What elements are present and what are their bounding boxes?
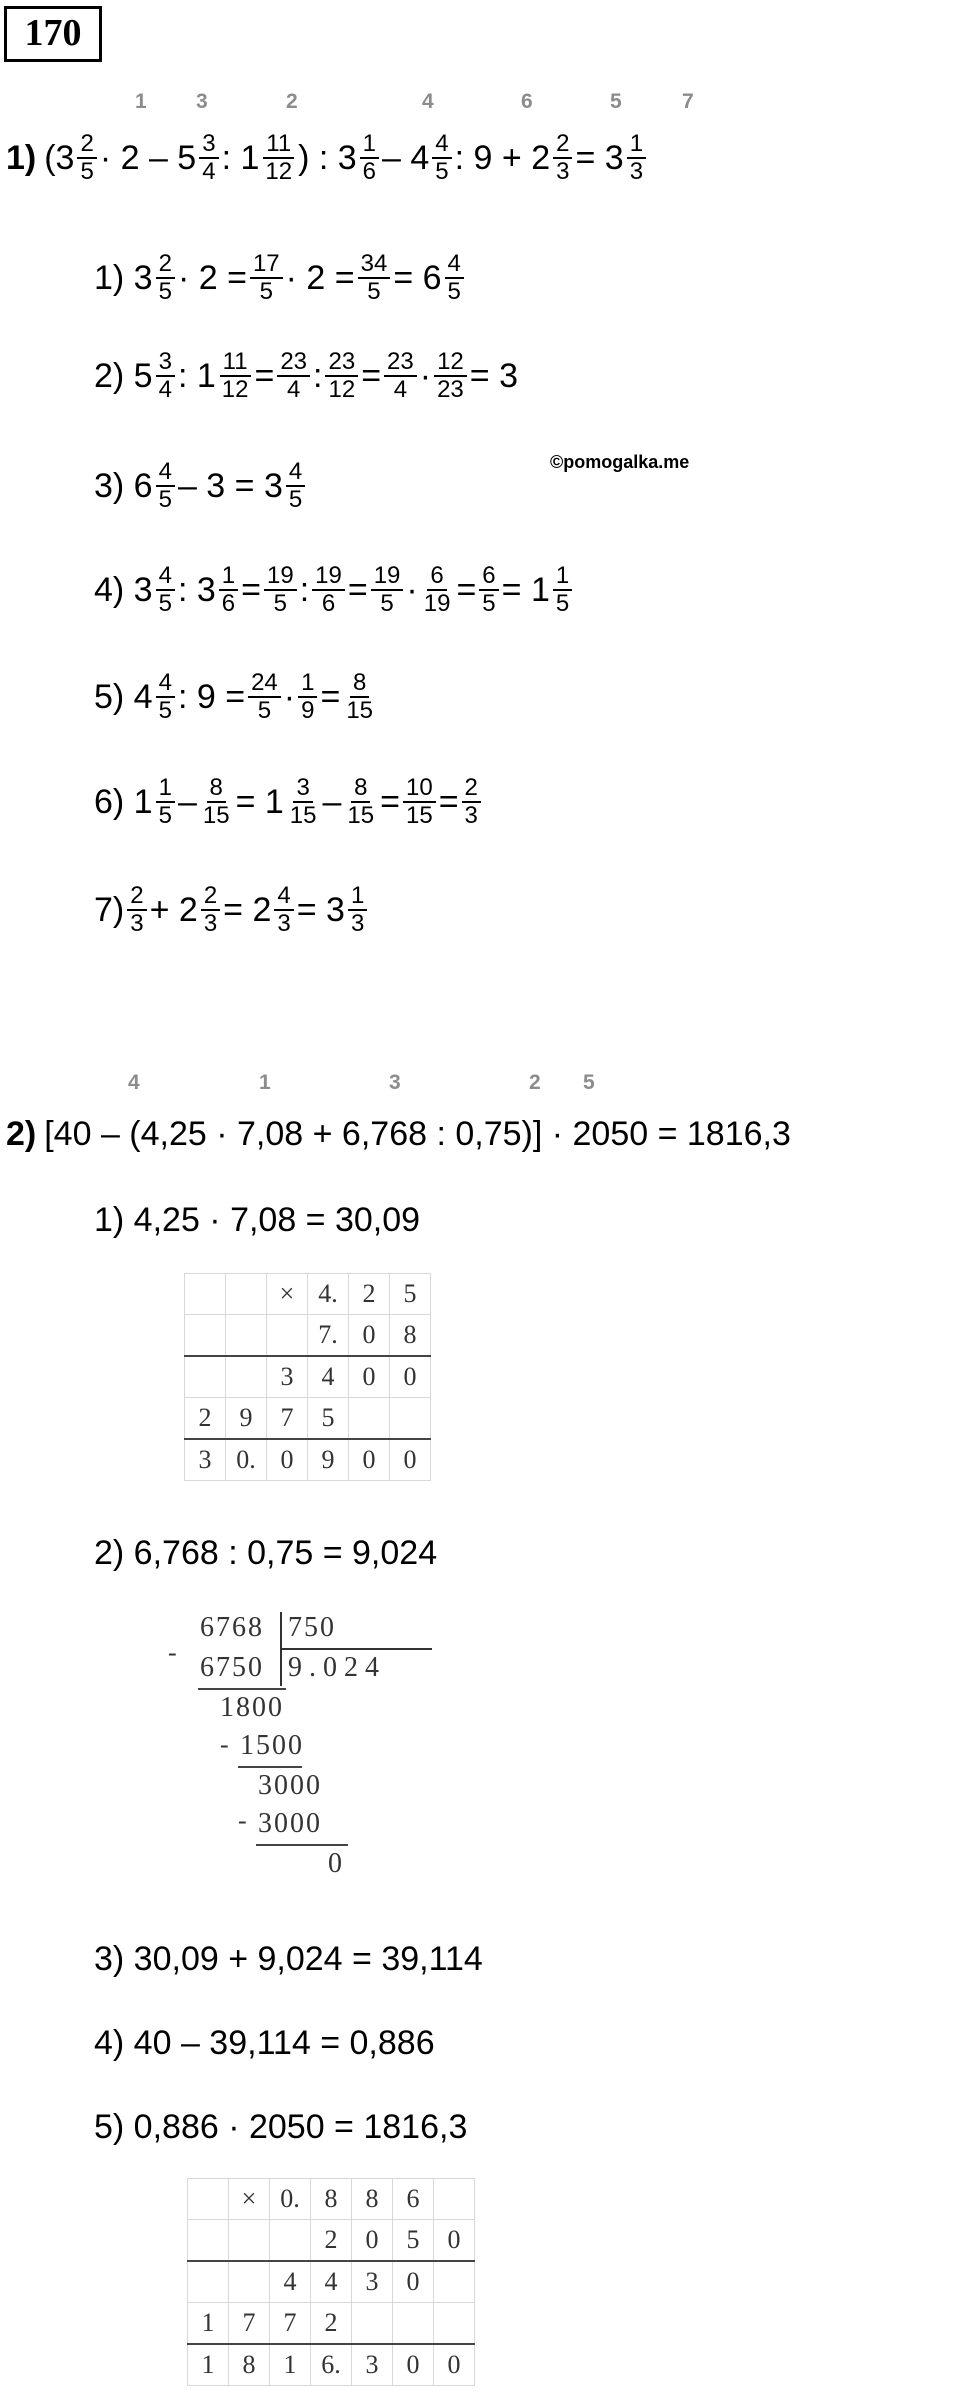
- grid-cell: 0.: [226, 1439, 267, 1481]
- step-text: 4) 3: [94, 570, 153, 609]
- order-number: 2: [529, 1071, 541, 1094]
- fraction: $\frac{2}{3}$: [462, 775, 481, 830]
- grid-row: [185, 1398, 431, 1440]
- grid-cell: 7.: [308, 1315, 349, 1357]
- step-text: = 3: [296, 890, 345, 929]
- part1-order-numbers: [0, 90, 960, 116]
- step-text: –: [322, 782, 342, 821]
- step-text: ·: [406, 570, 418, 609]
- grid-cell: 9: [308, 1439, 349, 1481]
- fraction: $\frac{4}{5}$: [156, 670, 175, 725]
- step-text: : 1: [177, 356, 216, 395]
- expr-text: : 1: [221, 138, 260, 177]
- order-number: 5: [583, 1071, 595, 1094]
- fraction: $\frac{17}{5}$: [250, 251, 283, 306]
- step-text: =: [380, 782, 400, 821]
- part2-step-5: 5) 0,886 · 2050 = 1816,3: [94, 2107, 468, 2146]
- remainder: 0: [328, 1848, 342, 1879]
- step-text: = 2: [223, 890, 272, 929]
- grid-cell: [185, 1356, 226, 1398]
- order-number: 6: [521, 90, 533, 113]
- part2-step-2: 2) 6,768 : 0,75 = 9,024: [94, 1533, 438, 1572]
- grid-cell: [352, 2303, 393, 2345]
- grid-cell: 0: [349, 1439, 390, 1481]
- fraction: $\frac{4}{5}$: [445, 251, 464, 306]
- grid-cell: [229, 2220, 270, 2262]
- part2-order-numbers: [0, 1071, 960, 1097]
- fraction: $\frac{3}{4}$: [199, 131, 218, 186]
- fraction: $\frac{6}{5}$: [479, 563, 498, 618]
- subtract-line: [256, 1844, 348, 1846]
- fraction: $\frac{4}{3}$: [274, 883, 293, 938]
- fraction: $\frac{11}{12}$: [262, 131, 295, 186]
- order-number: 7: [682, 90, 694, 113]
- grid-cell: 2: [311, 2303, 352, 2345]
- order-number: 4: [422, 90, 434, 113]
- step-text: :: [313, 356, 323, 395]
- expr-text: (3: [44, 138, 75, 177]
- grid-cell: 5: [390, 1274, 431, 1315]
- grid-cell: [188, 2179, 229, 2220]
- grid-row: [188, 2220, 475, 2262]
- grid-cell: 1: [188, 2344, 229, 2386]
- fraction: $\frac{24}{5}$: [248, 670, 281, 725]
- grid-cell: 1: [188, 2303, 229, 2345]
- grid-cell: [434, 2261, 475, 2303]
- fraction: $\frac{3}{15}$: [289, 773, 317, 829]
- grid-cell: 2: [311, 2220, 352, 2262]
- grid-cell: [226, 1315, 267, 1357]
- grid-cell: 6: [393, 2179, 434, 2220]
- expr-text: ) : 3: [298, 138, 357, 177]
- step-text: + 2: [149, 890, 198, 929]
- fraction: $\frac{23}{4}$: [277, 349, 310, 404]
- part2-expression: [6, 1104, 791, 1164]
- fraction: $\frac{1}{9}$: [298, 670, 317, 725]
- subtract-line: [198, 1688, 286, 1690]
- subtrahend: 1500: [240, 1730, 304, 1761]
- grid-cell: [390, 1398, 431, 1440]
- order-number: 5: [610, 90, 622, 113]
- remainder: 3000: [258, 1770, 322, 1801]
- grid-cell: 4.: [308, 1274, 349, 1315]
- part2-step-1: 1) 4,25 · 7,08 = 30,09: [94, 1200, 421, 1239]
- grid-cell: 4: [270, 2261, 311, 2303]
- step-text: = 3: [469, 356, 518, 395]
- order-number: 2: [286, 90, 298, 113]
- step-text: = 1: [501, 570, 550, 609]
- grid-cell: [229, 2261, 270, 2303]
- grid-cell: 0: [349, 1315, 390, 1357]
- fraction: $\frac{2}{3}$: [201, 883, 220, 938]
- subtract-line: [238, 1766, 302, 1768]
- watermark: ©pomogalka.me: [550, 452, 690, 472]
- fraction: $\frac{4}{5}$: [156, 563, 175, 618]
- grid-cell: 0: [393, 2261, 434, 2303]
- part-label: 2): [6, 1114, 37, 1153]
- fraction: $\frac{6}{19}$: [423, 561, 451, 617]
- step-text: ·: [283, 677, 296, 716]
- part1-step-2: [94, 346, 518, 406]
- part-label: 1): [6, 138, 37, 177]
- step-text: ·: [419, 356, 432, 395]
- subtrahend: 6750: [200, 1652, 264, 1683]
- grid-cell: 3: [352, 2344, 393, 2386]
- minus-sign: -: [168, 1638, 177, 1667]
- grid-row: [188, 2303, 475, 2345]
- grid-cell: 8: [390, 1315, 431, 1357]
- step-text: =: [438, 782, 459, 821]
- fraction: $\frac{19}{5}$: [264, 563, 297, 618]
- grid-cell: [188, 2220, 229, 2262]
- grid-cell: [185, 1274, 226, 1315]
- expr-text: [40 – (4,25 · 7,08 + 6,768 : 0,75)] · 2050 = 1816,3: [44, 1114, 791, 1153]
- grid-row: [185, 1315, 431, 1357]
- fraction: $\frac{10}{15}$: [403, 775, 436, 830]
- step-text: =: [241, 570, 261, 609]
- fraction: $\frac{23}{4}$: [384, 349, 417, 404]
- grid-cell: [267, 1315, 308, 1357]
- part1-step-1: [94, 248, 467, 308]
- grid-cell: 4: [308, 1356, 349, 1398]
- multiplication-grid-2: [187, 2178, 475, 2386]
- fraction: $\frac{1}{6}$: [219, 563, 238, 618]
- step-text: –: [177, 782, 197, 821]
- fraction: $\frac{2}{5}$: [77, 131, 96, 186]
- fraction: $\frac{34}{5}$: [358, 251, 391, 306]
- fraction: $\frac{8}{15}$: [347, 773, 375, 829]
- fraction: $\frac{2}{5}$: [156, 251, 175, 306]
- grid-row: [188, 2179, 475, 2220]
- fraction: $\frac{12}{23}$: [434, 349, 467, 404]
- fraction: $\frac{4}{5}$: [286, 459, 305, 514]
- fraction: $\frac{4}{5}$: [156, 459, 175, 514]
- grid-row: [185, 1356, 431, 1398]
- step-text: 6) 1: [94, 782, 153, 821]
- fraction: $\frac{2}{3}$: [127, 883, 146, 938]
- grid-cell: 8: [229, 2344, 270, 2386]
- grid-row: [185, 1274, 431, 1315]
- part1-step-7: [94, 880, 370, 940]
- grid-cell: 0: [390, 1356, 431, 1398]
- grid-cell: 2: [349, 1274, 390, 1315]
- step-text: 1) 3: [94, 258, 153, 297]
- fraction: $\frac{1}{5}$: [553, 563, 572, 618]
- step-text: : 9 =: [177, 677, 246, 716]
- step-text: 5) 4: [94, 677, 153, 716]
- step-text: =: [320, 677, 341, 716]
- grid-cell: [188, 2261, 229, 2303]
- grid-row: [188, 2261, 475, 2303]
- order-number: 1: [259, 1071, 271, 1094]
- fraction: $\frac{1}{3}$: [348, 883, 367, 938]
- grid-cell: 8: [311, 2179, 352, 2220]
- fraction: $\frac{8}{15}$: [346, 668, 374, 724]
- minus-sign: -: [238, 1806, 247, 1835]
- step-text: =: [347, 570, 368, 609]
- minus-sign: -: [220, 1730, 229, 1759]
- grid-cell: 0.: [270, 2179, 311, 2220]
- grid-cell: 0: [349, 1356, 390, 1398]
- grid-cell: 7: [229, 2303, 270, 2345]
- order-number: 3: [196, 90, 208, 113]
- grid-cell: ×: [267, 1274, 308, 1315]
- step-text: · 2 =: [177, 258, 247, 297]
- fraction: $\frac{23}{12}$: [325, 349, 358, 404]
- expr-text: : 9 + 2: [454, 138, 551, 177]
- dividend: 6768: [200, 1612, 264, 1643]
- part2-step-3: 3) 30,09 + 9,024 = 39,114: [94, 1939, 483, 1978]
- step-text: 3) 6: [94, 466, 153, 505]
- grid-cell: 1: [270, 2344, 311, 2386]
- grid-cell: 2: [185, 1398, 226, 1440]
- grid-cell: 5: [308, 1398, 349, 1440]
- expr-text: – 4: [382, 138, 430, 177]
- order-number: 1: [135, 90, 147, 113]
- fraction: $\frac{1}{5}$: [156, 775, 175, 830]
- expr-text: = 3: [575, 138, 624, 177]
- fraction: $\frac{19}{6}$: [312, 563, 345, 618]
- part2-step-4: 4) 40 – 39,114 = 0,886: [94, 2023, 435, 2062]
- quotient: 9 . 0 2 4: [288, 1652, 379, 1683]
- remainder: 1800: [220, 1692, 284, 1723]
- multiplication-grid-1: [184, 1273, 431, 1481]
- step-text: =: [254, 356, 275, 395]
- subtrahend: 3000: [258, 1808, 322, 1839]
- long-division: [168, 1612, 428, 1897]
- step-text: 2) 5: [94, 356, 153, 395]
- fraction: $\frac{4}{5}$: [432, 131, 451, 186]
- grid-cell: [226, 1356, 267, 1398]
- grid-cell: [393, 2303, 434, 2345]
- part1-step-6: [94, 772, 484, 832]
- grid-cell: 6.: [311, 2344, 352, 2386]
- grid-cell: 5: [393, 2220, 434, 2262]
- step-text: = 1: [235, 782, 284, 821]
- grid-row: [188, 2344, 475, 2386]
- step-text: =: [361, 356, 382, 395]
- grid-cell: 0: [434, 2220, 475, 2262]
- quotient-line: [282, 1648, 432, 1650]
- fraction: $\frac{8}{15}$: [202, 773, 230, 829]
- step-text: :: [299, 570, 310, 609]
- part1-step-4: [94, 560, 575, 620]
- grid-cell: [349, 1398, 390, 1440]
- grid-cell: 8: [352, 2179, 393, 2220]
- divisor: 750: [288, 1612, 336, 1643]
- expr-text: · 2 – 5: [99, 138, 197, 177]
- grid-cell: 3: [185, 1439, 226, 1481]
- grid-cell: 0: [267, 1439, 308, 1481]
- step-text: : 3: [177, 570, 216, 609]
- grid-cell: 0: [352, 2220, 393, 2262]
- grid-cell: 9: [226, 1398, 267, 1440]
- fraction: $\frac{3}{4}$: [156, 349, 175, 404]
- grid-cell: [226, 1274, 267, 1315]
- fraction: $\frac{19}{5}$: [371, 563, 404, 618]
- grid-cell: [434, 2303, 475, 2345]
- grid-cell: [185, 1315, 226, 1357]
- grid-row: [185, 1439, 431, 1481]
- grid-cell: 7: [270, 2303, 311, 2345]
- step-text: = 6: [393, 258, 442, 297]
- grid-cell: 3: [352, 2261, 393, 2303]
- problem-number: 170: [4, 6, 102, 62]
- step-text: · 2 =: [285, 258, 355, 297]
- step-text: – 3 = 3: [177, 466, 283, 505]
- grid-cell: [434, 2179, 475, 2220]
- fraction: $\frac{1}{6}$: [360, 131, 379, 186]
- grid-cell: 0: [393, 2344, 434, 2386]
- part1-expression: [6, 128, 649, 188]
- grid-cell: 3: [267, 1356, 308, 1398]
- part1-step-5: [94, 667, 379, 727]
- part1-step-3: [94, 456, 308, 516]
- fraction: $\frac{2}{3}$: [553, 131, 572, 186]
- step-text: 7): [94, 890, 125, 929]
- grid-cell: 0: [434, 2344, 475, 2386]
- grid-cell: [270, 2220, 311, 2262]
- order-number: 3: [389, 1071, 401, 1094]
- grid-cell: 0: [390, 1439, 431, 1481]
- order-number: 4: [128, 1071, 140, 1094]
- step-text: =: [456, 570, 477, 609]
- fraction: $\frac{1}{3}$: [627, 131, 646, 186]
- grid-cell: ×: [229, 2179, 270, 2220]
- grid-cell: 4: [311, 2261, 352, 2303]
- grid-cell: 7: [267, 1398, 308, 1440]
- fraction: $\frac{11}{12}$: [219, 349, 252, 404]
